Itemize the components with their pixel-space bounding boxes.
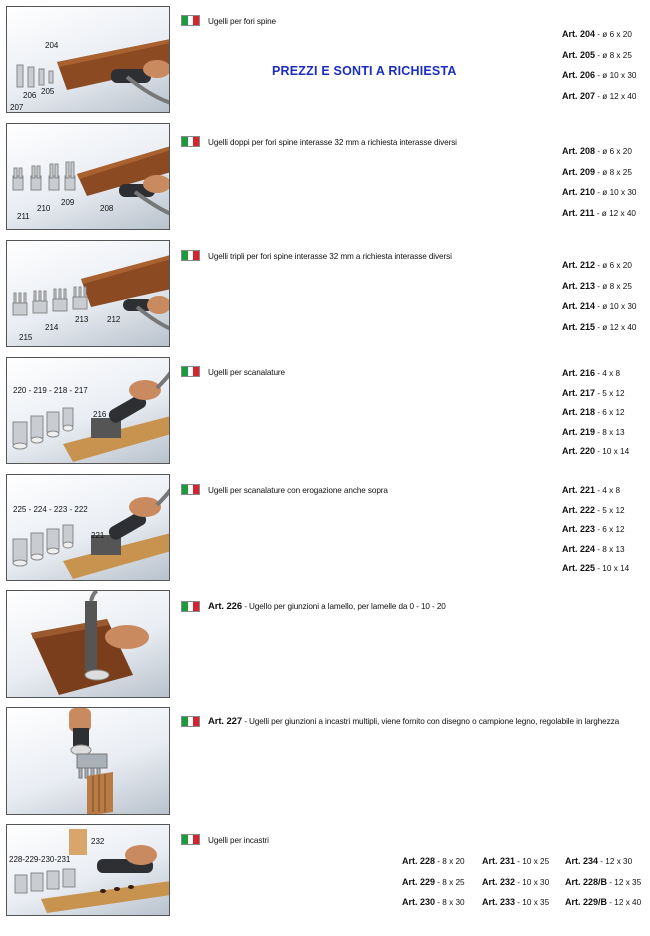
article-code: Art. 213 — [562, 280, 596, 291]
lamello-nozzle-illustration — [7, 591, 170, 698]
article-row — [402, 856, 465, 877]
article-code: Art. 209 — [562, 166, 596, 177]
article-description: - Ugello per giunzioni a lamello, per lamelle da 0 - 10 - 20 — [242, 602, 446, 611]
article-code: Art. 228/B — [565, 876, 608, 887]
article-code: Art. 206 — [562, 70, 596, 80]
photo-label: 209 — [61, 198, 75, 207]
italian-flag-icon — [181, 601, 200, 612]
article-code: Art. 210 — [562, 187, 596, 197]
article-row — [562, 259, 636, 280]
double-dowel-nozzle-illustration — [7, 124, 170, 230]
article-code: Art. 226 — [208, 601, 243, 612]
photo-label: 221 — [91, 531, 105, 540]
article-code: Art. 215 — [562, 321, 596, 332]
article-row — [562, 280, 636, 301]
photo-label: 206 — [23, 91, 37, 100]
product-photo — [6, 6, 170, 113]
article-size: - 12 x 35 — [607, 877, 642, 887]
italian-flag-icon — [181, 250, 200, 261]
article-size: - 5 x 12 — [595, 505, 625, 515]
article-row — [562, 445, 629, 465]
photo-label: 205 — [41, 87, 55, 96]
pricing-notice: PREZZI E SONTI A RICHIESTA — [272, 64, 457, 78]
article-list — [562, 367, 629, 465]
article-row — [565, 877, 641, 898]
article-row — [562, 90, 636, 111]
article-size: - 12 x 40 — [607, 898, 642, 907]
italian-flag-icon — [181, 366, 200, 377]
article-size: - 12 x 30 — [598, 857, 633, 866]
article-row — [562, 523, 629, 543]
article-row — [562, 406, 629, 426]
photo-label: 213 — [75, 315, 89, 324]
article-row — [562, 49, 636, 70]
article-code: Art. 225 — [562, 563, 596, 573]
article-row — [565, 897, 641, 918]
article-row — [562, 543, 629, 563]
photo-label: 214 — [45, 323, 59, 332]
article-list — [562, 484, 629, 582]
article-code: Art. 208 — [562, 146, 596, 156]
article-code: Art. 229/B — [565, 897, 608, 907]
article-code: Art. 233 — [482, 897, 516, 907]
article-code: Art. 230 — [402, 897, 436, 907]
article-row — [565, 856, 641, 877]
article-code: Art. 212 — [562, 260, 596, 270]
article-code: Art. 207 — [562, 90, 596, 101]
article-row — [562, 28, 636, 49]
section-description: Ugelli tripli per fori spine interasse 32 mm a richiesta interasse diversi — [208, 252, 452, 261]
article-column — [565, 856, 641, 918]
article-size: - ø 8 x 25 — [595, 281, 632, 291]
article-size: - 5 x 12 — [595, 388, 625, 398]
article-row — [402, 897, 465, 918]
article-row — [482, 856, 549, 877]
article-row — [562, 504, 629, 524]
italian-flag-icon — [181, 716, 200, 727]
article-code: Art. 231 — [482, 856, 516, 866]
italian-flag-icon — [181, 136, 200, 147]
groove-top-nozzle-illustration — [7, 475, 170, 581]
article-code: Art. 218 — [562, 407, 596, 417]
product-photo — [6, 707, 170, 815]
article-code: Art. 217 — [562, 387, 596, 398]
photo-label: 215 — [19, 333, 33, 342]
photo-label: 207 — [10, 103, 24, 112]
photo-label: 225 - 224 - 223 - 222 — [13, 505, 88, 514]
article-row — [562, 300, 636, 321]
article-size: - ø 12 x 40 — [594, 208, 636, 218]
article-code: Art. 205 — [562, 49, 596, 60]
photo-label: 232 — [91, 837, 105, 846]
article-code: Art. 204 — [562, 29, 596, 39]
product-photo — [6, 590, 170, 698]
article-row — [562, 562, 629, 582]
article-code: Art. 228 — [402, 856, 436, 866]
multi-joint-nozzle-illustration — [7, 708, 170, 815]
article-row — [562, 321, 636, 342]
article-column — [402, 856, 465, 918]
article-size: - 10 x 35 — [515, 898, 550, 907]
groove-nozzle-illustration — [7, 358, 170, 464]
article-size: - 8 x 25 — [435, 877, 465, 887]
italian-flag-icon — [181, 834, 200, 845]
article-row — [562, 484, 629, 504]
article-size: - ø 6 x 20 — [595, 147, 632, 156]
article-code: Art. 227 — [208, 716, 243, 727]
article-size: - 4 x 8 — [595, 486, 621, 495]
article-size: - ø 6 x 20 — [595, 261, 632, 270]
photo-label: 220 - 219 - 218 - 217 — [13, 386, 88, 395]
article-size: - 4 x 8 — [595, 369, 621, 378]
article-size: - ø 10 x 30 — [595, 302, 637, 311]
photo-label: 216 — [93, 410, 107, 419]
article-row — [562, 166, 636, 187]
section-description: Ugelli doppi per fori spine interasse 32 mm a richiesta interasse diversi — [208, 138, 457, 147]
article-row — [402, 877, 465, 898]
article-code: Art. 216 — [562, 368, 596, 378]
article-row — [482, 897, 549, 918]
photo-label: 204 — [45, 41, 59, 50]
article-size: - 10 x 14 — [595, 564, 630, 573]
product-photo — [6, 123, 170, 230]
article-size: - 10 x 30 — [515, 877, 550, 887]
article-size: - ø 12 x 40 — [595, 91, 637, 101]
article-code: Art. 223 — [562, 524, 596, 534]
article-code: Art. 234 — [565, 856, 599, 866]
section-description: Ugelli per fori spine — [208, 17, 276, 26]
article-size: - ø 10 x 30 — [595, 71, 637, 80]
article-size: - 6 x 12 — [595, 525, 625, 534]
article-code: Art. 220 — [562, 446, 596, 456]
article-code: Art. 214 — [562, 301, 596, 311]
article-size: - 10 x 25 — [515, 857, 550, 866]
joint-nozzle-illustration — [7, 825, 170, 916]
product-photo — [6, 357, 170, 464]
article-size: - ø 12 x 40 — [595, 322, 637, 332]
photo-label: 208 — [100, 204, 114, 213]
section-description — [208, 601, 446, 612]
article-row — [562, 186, 636, 207]
italian-flag-icon — [181, 15, 200, 26]
article-code: Art. 222 — [562, 504, 596, 515]
section-description: Ugelli per scanalature — [208, 368, 285, 377]
article-description: - Ugelli per giunzioni a incastri multipli, viene fornito con disegno o campione legno, regolabile in larghezza — [242, 717, 620, 726]
article-row — [562, 367, 629, 387]
article-code: Art. 224 — [562, 543, 596, 554]
product-photo — [6, 824, 170, 916]
section-description — [208, 716, 619, 727]
triple-dowel-nozzle-illustration — [7, 241, 170, 347]
article-code: Art. 221 — [562, 485, 596, 495]
section-description: Ugelli per scanalature con erogazione anche sopra — [208, 486, 388, 495]
article-row — [562, 387, 629, 407]
article-row — [562, 69, 636, 90]
article-code: Art. 211 — [562, 207, 595, 218]
article-list — [562, 28, 636, 110]
article-list — [562, 145, 636, 227]
article-row — [482, 877, 549, 898]
article-size: - ø 10 x 30 — [595, 188, 637, 197]
photo-label: 210 — [37, 204, 51, 213]
product-photo — [6, 474, 170, 581]
article-size: - ø 6 x 20 — [595, 30, 632, 39]
article-row — [562, 207, 636, 228]
article-code: Art. 219 — [562, 426, 596, 437]
photo-label: 212 — [107, 315, 121, 324]
section-description: Ugelli per incastri — [208, 836, 269, 845]
article-size: - 8 x 13 — [595, 427, 625, 437]
article-size: - 10 x 14 — [595, 447, 630, 456]
article-size: - ø 8 x 25 — [595, 50, 632, 60]
article-row — [562, 145, 636, 166]
article-column — [482, 856, 549, 918]
product-photo — [6, 240, 170, 347]
italian-flag-icon — [181, 484, 200, 495]
article-size: - ø 8 x 25 — [595, 167, 632, 177]
article-size: - 6 x 12 — [595, 408, 625, 417]
photo-label: 228-229-230-231 — [9, 855, 71, 864]
article-size: - 8 x 30 — [435, 898, 465, 907]
article-row — [562, 426, 629, 446]
article-list — [562, 259, 636, 341]
article-size: - 8 x 13 — [595, 544, 625, 554]
article-size: - 8 x 20 — [435, 857, 465, 866]
photo-label: 211 — [17, 212, 30, 221]
article-code: Art. 232 — [482, 876, 516, 887]
article-code: Art. 229 — [402, 876, 436, 887]
